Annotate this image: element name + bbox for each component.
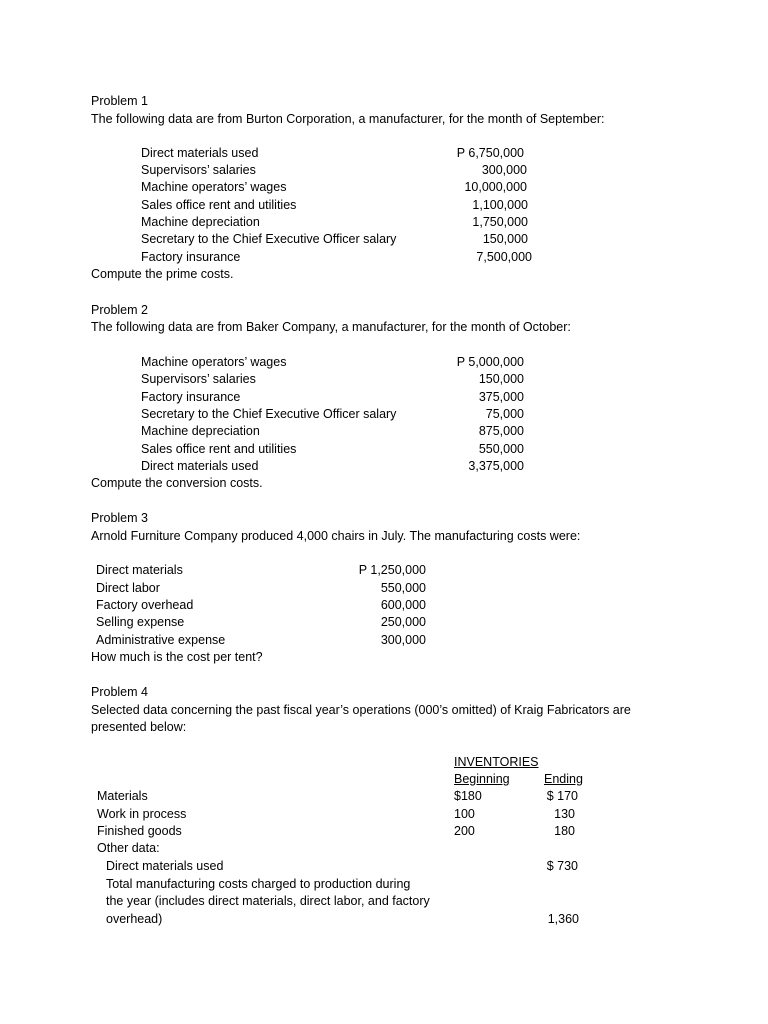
p2-item-amount: 550,000 bbox=[478, 442, 524, 456]
problem-4-intro-line-2: presented below: bbox=[91, 720, 187, 734]
p1-item-label: Secretary to the Chief Executive Officer salary bbox=[141, 232, 397, 246]
p2-item-label: Machine operators’ wages bbox=[141, 355, 287, 369]
p2-item-label: Sales office rent and utilities bbox=[141, 442, 297, 456]
problem-2-question: Compute the conversion costs. bbox=[91, 476, 263, 490]
p1-item-label: Machine depreciation bbox=[141, 215, 260, 229]
p1-item-amount: P 6,750,000 bbox=[456, 146, 524, 160]
p1-item-amount: 1,750,000 bbox=[472, 215, 528, 229]
p2-item-label: Machine depreciation bbox=[141, 424, 260, 438]
inventories-header: INVENTORIES bbox=[454, 755, 539, 769]
p1-item-amount: 150,000 bbox=[482, 232, 528, 246]
inventory-row-label: Work in process bbox=[97, 807, 187, 821]
p1-item-amount: 10,000,000 bbox=[464, 180, 527, 194]
inventory-row-beginning: $180 bbox=[454, 789, 482, 803]
p1-item-amount: 7,500,000 bbox=[476, 250, 532, 264]
p2-item-amount: 375,000 bbox=[478, 390, 524, 404]
problem-1-question: Compute the prime costs. bbox=[91, 267, 234, 281]
p2-item-label: Direct materials used bbox=[141, 459, 259, 473]
p2-item-amount: P 5,000,000 bbox=[456, 355, 524, 369]
p3-item-amount: 300,000 bbox=[380, 633, 426, 647]
inventory-row-ending: 130 bbox=[554, 807, 575, 821]
p3-item-amount: P 1,250,000 bbox=[358, 563, 426, 577]
p1-item-label: Factory insurance bbox=[141, 250, 241, 264]
inventory-row-ending: 180 bbox=[554, 824, 575, 838]
p2-item-label: Supervisors’ salaries bbox=[141, 372, 256, 386]
col-beginning-header: Beginning bbox=[454, 772, 510, 786]
p3-item-amount: 550,000 bbox=[380, 581, 426, 595]
p1-item-label: Supervisors’ salaries bbox=[141, 163, 256, 177]
p3-item-label: Administrative expense bbox=[96, 633, 226, 647]
other-data-label: Other data: bbox=[97, 841, 160, 855]
problem-2-title: Problem 2 bbox=[91, 303, 148, 317]
p2-item-label: Factory insurance bbox=[141, 390, 241, 404]
col-ending-header: Ending bbox=[544, 772, 583, 786]
p1-item-amount: 1,100,000 bbox=[472, 198, 528, 212]
p1-item-label: Machine operators’ wages bbox=[141, 180, 287, 194]
p2-item-amount: 75,000 bbox=[485, 407, 524, 421]
direct-materials-used-amount: $ 730 bbox=[546, 859, 578, 873]
p2-item-amount: 875,000 bbox=[478, 424, 524, 438]
problem-4-title: Problem 4 bbox=[91, 685, 148, 699]
inventory-row-ending: $ 170 bbox=[546, 789, 578, 803]
inventory-row-beginning: 100 bbox=[454, 807, 475, 821]
p2-item-label: Secretary to the Chief Executive Officer salary bbox=[141, 407, 397, 421]
total-mfg-costs-line-1: Total manufacturing costs charged to production during bbox=[106, 877, 411, 891]
inventory-row-label: Materials bbox=[97, 789, 148, 803]
problem-1-intro: The following data are from Burton Corporation, a manufacturer, for the month of September: bbox=[91, 112, 605, 126]
total-mfg-costs-amount: 1,360 bbox=[547, 912, 579, 926]
p1-item-amount: 300,000 bbox=[481, 163, 527, 177]
p3-item-label: Factory overhead bbox=[96, 598, 194, 612]
direct-materials-used-label: Direct materials used bbox=[106, 859, 224, 873]
problem-3-title: Problem 3 bbox=[91, 511, 148, 525]
p3-item-amount: 250,000 bbox=[380, 615, 426, 629]
p3-item-label: Direct labor bbox=[96, 581, 160, 595]
p3-item-label: Direct materials bbox=[96, 563, 183, 577]
p3-item-label: Selling expense bbox=[96, 615, 185, 629]
problem-3-question: How much is the cost per tent? bbox=[91, 650, 263, 664]
p2-item-amount: 3,375,000 bbox=[468, 459, 524, 473]
problem-3-intro: Arnold Furniture Company produced 4,000 chairs in July. The manufacturing costs were: bbox=[91, 529, 581, 543]
problem-4-intro-line-1: Selected data concerning the past fiscal year’s operations (000’s omitted) of Kraig Fabricators are bbox=[91, 703, 631, 717]
p1-item-label: Sales office rent and utilities bbox=[141, 198, 297, 212]
p3-item-amount: 600,000 bbox=[380, 598, 426, 612]
p1-item-label: Direct materials used bbox=[141, 146, 259, 160]
total-mfg-costs-line-3: overhead) bbox=[106, 912, 163, 926]
p2-item-amount: 150,000 bbox=[478, 372, 524, 386]
inventory-row-beginning: 200 bbox=[454, 824, 475, 838]
total-mfg-costs-line-2: the year (includes direct materials, direct labor, and factory bbox=[106, 894, 430, 908]
problem-1-title: Problem 1 bbox=[91, 94, 148, 108]
inventory-row-label: Finished goods bbox=[97, 824, 182, 838]
problem-2-intro: The following data are from Baker Company, a manufacturer, for the month of October: bbox=[91, 320, 571, 334]
